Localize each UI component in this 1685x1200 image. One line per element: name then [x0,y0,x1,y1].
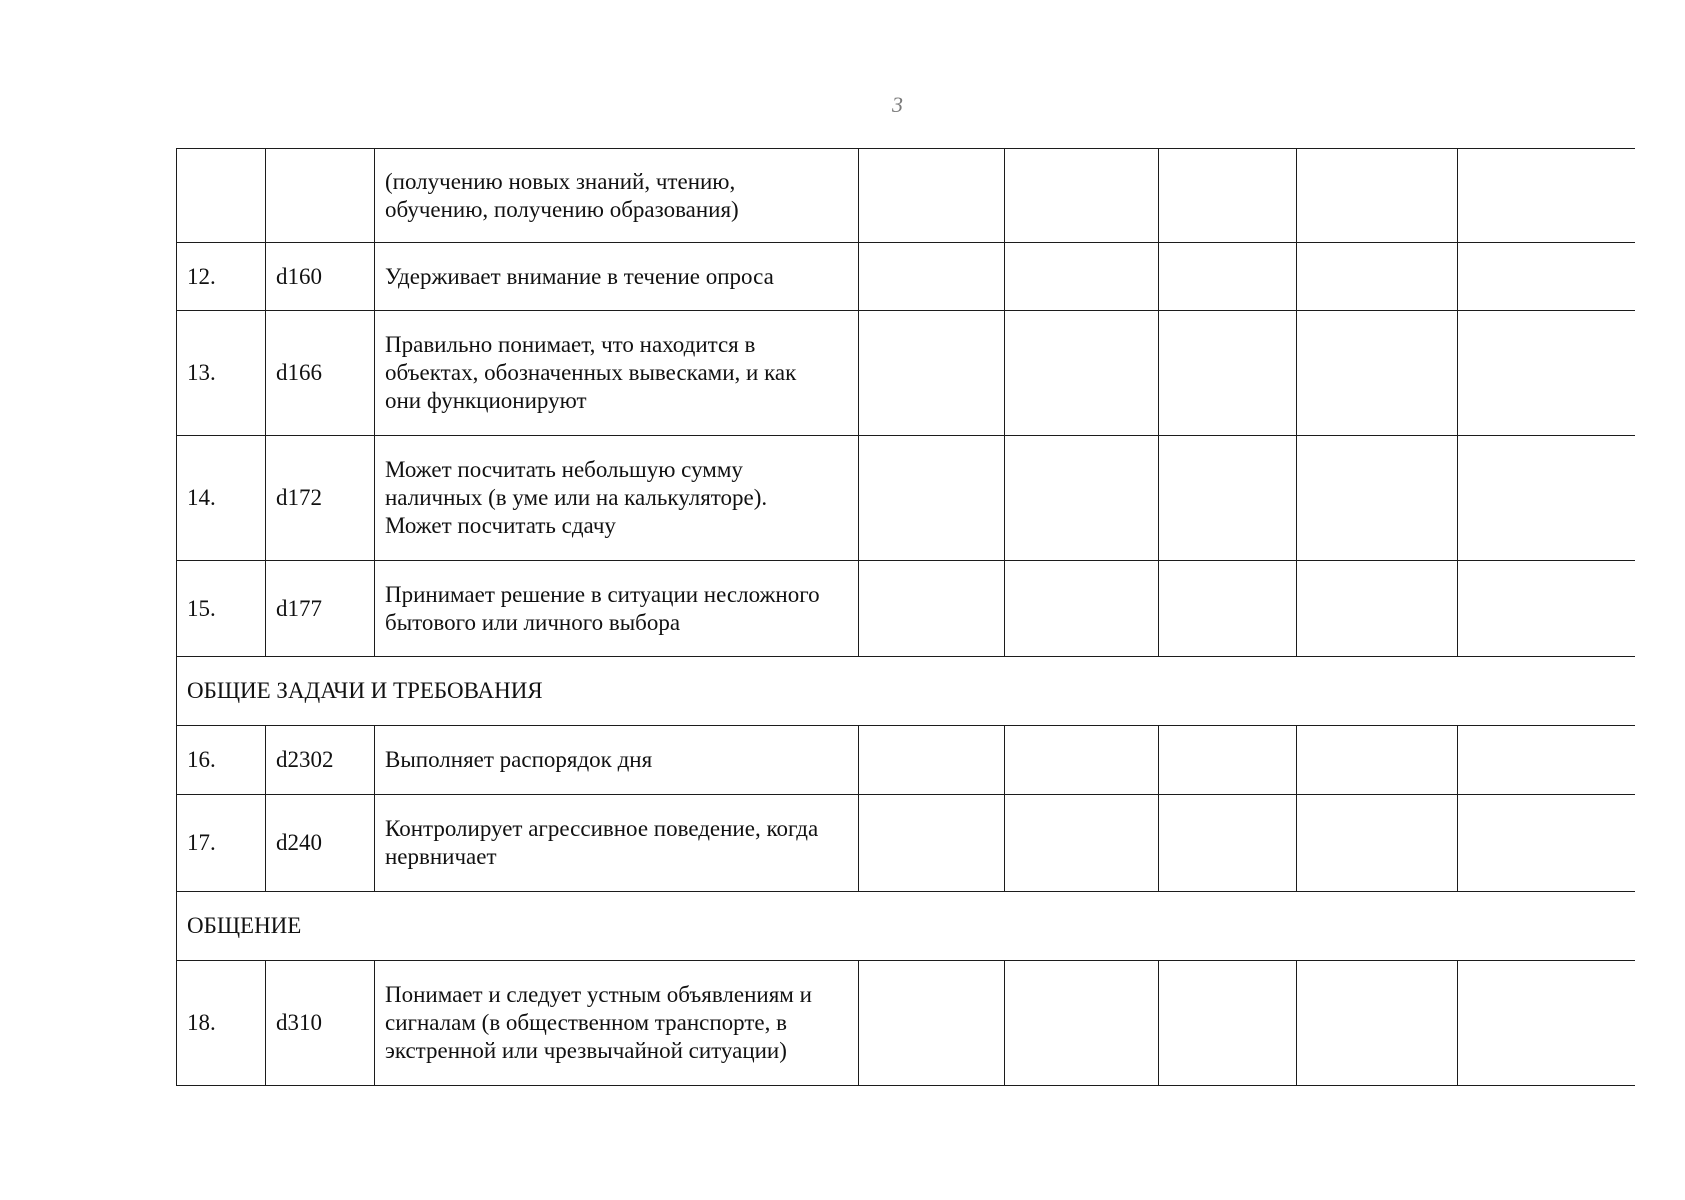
table-row [177,149,1635,243]
section-title: ОБЩЕНИЕ [177,892,1635,961]
rating-cell [1005,436,1159,561]
rating-cell [859,311,1005,436]
table-row [177,726,1635,795]
table-row [177,961,1635,1086]
rating-cell [1458,561,1635,657]
rating-cell [1297,436,1458,561]
item-number: 13. [177,311,266,436]
rating-cell [1458,311,1635,436]
item-description: Правильно понимает, что находится в объектах, обозначенных вывесками, и как они функционируют [375,311,859,436]
icf-code: d240 [266,795,375,892]
rating-cell [1159,436,1297,561]
item-description: Может посчитать небольшую сумму наличных (в уме или на калькуляторе). Может посчитать сдачу [375,436,859,561]
table-row [177,436,1635,561]
rating-cell [1297,795,1458,892]
item-description: Удерживает внимание в течение опроса [375,243,859,311]
item-number [177,149,266,243]
rating-cell [1005,795,1159,892]
rating-cell [859,961,1005,1086]
rating-cell [1159,243,1297,311]
icf-code: d310 [266,961,375,1086]
rating-cell [1005,311,1159,436]
rating-cell [859,795,1005,892]
item-description: Выполняет распорядок дня [375,726,859,795]
rating-cell [859,726,1005,795]
rating-cell [1005,561,1159,657]
rating-cell [1297,726,1458,795]
rating-cell [1005,149,1159,243]
icf-code: d160 [266,243,375,311]
rating-cell [1297,311,1458,436]
item-description: (получению новых знаний, чтению, обучению, получению образования) [375,149,859,243]
item-description: Понимает и следует устным объявлениям и сигналам (в общественном транспорте, в экстренной или чрезвычайной ситуации) [375,961,859,1086]
page-number: 3 [892,92,903,117]
rating-cell [1159,795,1297,892]
rating-cell [1159,149,1297,243]
item-description: Принимает решение в ситуации несложного бытового или личного выбора [375,561,859,657]
table-row [177,795,1635,892]
table-body [177,149,1635,1086]
icf-code: d166 [266,311,375,436]
rating-cell [1005,961,1159,1086]
rating-cell [1159,561,1297,657]
icf-code [266,149,375,243]
item-number: 16. [177,726,266,795]
section-row [177,892,1635,961]
rating-cell [859,243,1005,311]
rating-cell [859,149,1005,243]
rating-cell [1297,243,1458,311]
rating-cell [1458,795,1635,892]
icf-code: d177 [266,561,375,657]
assessment-table [176,148,1635,1086]
rating-cell [1297,561,1458,657]
item-number: 15. [177,561,266,657]
rating-cell [1005,726,1159,795]
rating-cell [1005,243,1159,311]
item-number: 14. [177,436,266,561]
table-row [177,561,1635,657]
rating-cell [1458,436,1635,561]
rating-cell [859,436,1005,561]
rating-cell [1297,149,1458,243]
rating-cell [859,561,1005,657]
icf-code: d172 [266,436,375,561]
rating-cell [1458,149,1635,243]
rating-cell [1458,726,1635,795]
rating-cell [1297,961,1458,1086]
item-number: 17. [177,795,266,892]
item-description: Контролирует агрессивное поведение, когда нервничает [375,795,859,892]
table-row [177,243,1635,311]
rating-cell [1159,961,1297,1086]
rating-cell [1159,311,1297,436]
table-row [177,311,1635,436]
item-number: 12. [177,243,266,311]
rating-cell [1458,243,1635,311]
rating-cell [1159,726,1297,795]
rating-cell [1458,961,1635,1086]
item-number: 18. [177,961,266,1086]
icf-code: d2302 [266,726,375,795]
section-row [177,657,1635,726]
section-title: ОБЩИЕ ЗАДАЧИ И ТРЕБОВАНИЯ [177,657,1635,726]
